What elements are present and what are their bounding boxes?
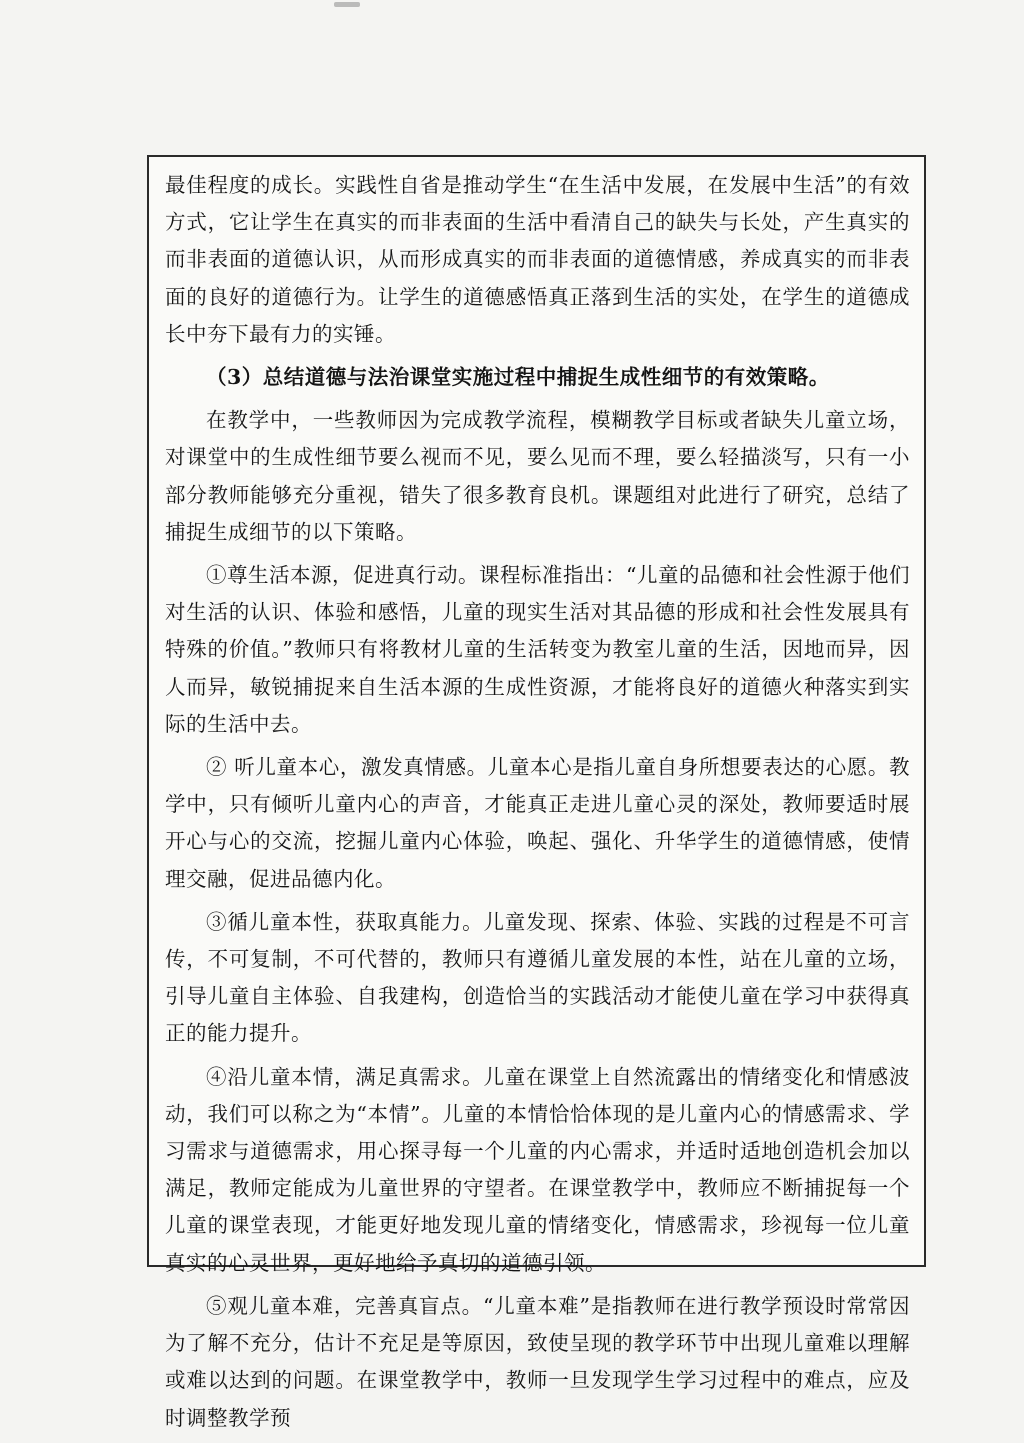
- strategy-5: ⑤观儿童本难，完善真盲点。“儿童本难”是指教师在进行教学预设时常常因为了解不充分，估计不充足是等原因，致使呈现的教学环节中出现儿童难以理解或难以达到的问题。在课堂教学中，教师一旦发现学生学习过程中的难点，应及时调整教学预: [165, 1293, 910, 1430]
- scan-mark: [334, 2, 360, 7]
- strategy-2: ② 听儿童本心，激发真情感。儿童本心是指儿童自身所想要表达的心愿。教学中，只有倾听儿童内心的声音，才能真正走进儿童心灵的深处，教师要适时展开心与心的交流，挖掘儿童内心体验，唤起、强化、升华学生的道德情感，使情理交融，促进品德内化。: [165, 755, 910, 891]
- strategy-1: ①尊生活本源，促进真行动。课程标准指出：“儿童的品德和社会性源于他们对生活的认识、体验和感悟，儿童的现实生活对其品德的形成和社会性发展具有特殊的价值。”教师只有将教材儿童的生活转变为教室儿童的生活，因地而异，因人而异，敏锐捕捉来自生活本源的生成性资源，才能将良好的道德火种落实到实际的生活中去。: [165, 563, 910, 736]
- paragraph-intro: 在教学中，一些教师因为完成教学流程，模糊教学目标或者缺失儿童立场，对课堂中的生成性细节要么视而不见，要么见而不理，要么轻描淡写，只有一小部分教师能够充分重视，错失了很多教育良机。课题组对此进行了研究，总结了捕捉生成细节的以下策略。: [165, 408, 910, 544]
- strategy-4: ④沿儿童本情，满足真需求。儿童在课堂上自然流露出的情绪变化和情感波动，我们可以称之为“本情”。儿童的本情恰恰体现的是儿童内心的情感需求、学习需求与道德需求，用心探寻每一个儿童的内心需求，并适时适地创造机会加以满足，教师定能成为儿童世界的守望者。在课堂教学中，教师应不断捕捉每一个儿童的课堂表现，才能更好地发现儿童的情绪变化，情感需求，珍视每一位儿童真实的心灵世界，更好地给予真切的道德引领。: [165, 1064, 910, 1275]
- section-heading-3: （3）总结道德与法治课堂实施过程中捕捉生成性细节的有效策略。: [206, 365, 830, 390]
- document-frame: [147, 155, 926, 1430]
- document-body: [165, 167, 910, 1443]
- paragraph-continuation: 最佳程度的成长。实践性自省是推动学生“在生活中发展，在发展中生活”的有效方式，它让学生在真实的而非表面的生活中看清自己的缺失与长处，产生真实的而非表面的道德认识，从而形成真实的而非表面的道德情感，养成真实的而非表面的良好的道德行为。让学生的道德感悟真正落到生活的实处，在学生的道德成长中夯下最有力的实锤。: [165, 173, 910, 346]
- strategy-3: ③循儿童本性，获取真能力。儿童发现、探索、体验、实践的过程是不可言传，不可复制，不可代替的，教师只有遵循儿童发展的本性，站在儿童的立场，引导儿童自主体验、自我建构，创造恰当的实践活动才能使儿童在学习中获得真正的能力提升。: [165, 909, 910, 1046]
